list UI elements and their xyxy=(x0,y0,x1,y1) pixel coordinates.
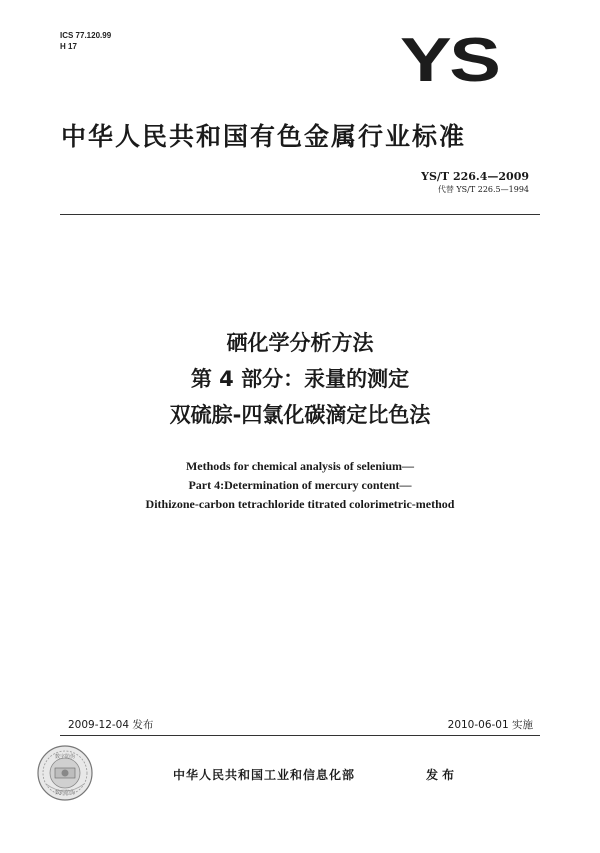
title-en-line-3: Dithizone-carbon tetrachloride titrated colorimetric-method xyxy=(145,497,455,511)
anti-counterfeit-seal-icon xyxy=(36,744,94,802)
title-zh-line-1: 硒化学分析方法 xyxy=(226,331,374,355)
ys-logo: YS xyxy=(400,26,499,95)
standard-code: YS/T 226.4—2009 xyxy=(421,170,529,183)
implement-date: 2010-06-01 实施 xyxy=(447,719,533,731)
issuer-name: 中华人民共和国工业和信息化部 xyxy=(173,768,356,782)
ccs-code: H 17 xyxy=(60,42,77,51)
title-zh-line-3: 双硫腙-四氯化碳滴定比色法 xyxy=(169,403,431,427)
bottom-rule xyxy=(60,735,540,736)
seal-text-bottom: 数码防伪 xyxy=(54,790,76,796)
standard-category-title: 中华人民共和国有色金属行业标准 xyxy=(61,122,467,151)
title-zh-line-2: 第 4 部分：汞量的测定 xyxy=(190,367,410,391)
title-en-line-2: Part 4:Determination of mercury content— xyxy=(188,478,412,492)
replaces-code: 代替 YS/T 226.5—1994 xyxy=(437,185,529,194)
title-en-line-1: Methods for chemical analysis of selenium— xyxy=(185,459,415,473)
issue-date: 2009-12-04 发布 xyxy=(68,719,154,731)
issue-word: 发布 xyxy=(426,768,459,782)
top-rule xyxy=(60,214,540,215)
ics-code: ICS 77.120.99 xyxy=(60,31,112,40)
seal-text-top: 数字防伪 xyxy=(54,754,76,760)
